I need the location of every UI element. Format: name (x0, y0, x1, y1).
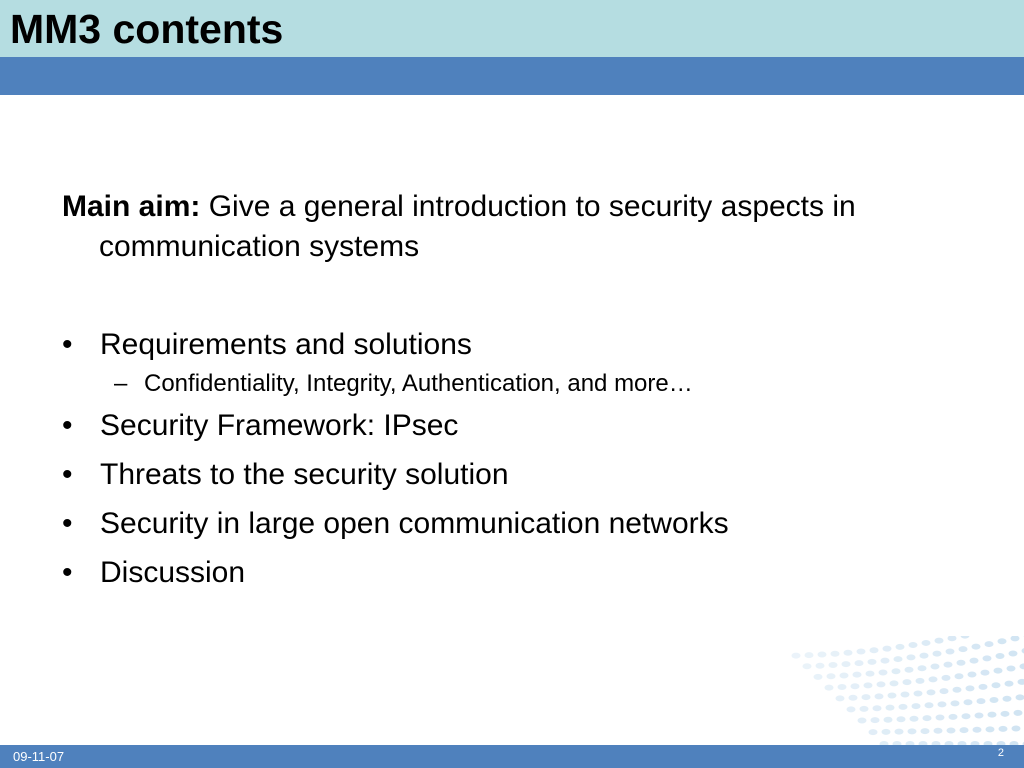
accent-band (0, 57, 1024, 95)
decor-dot (1009, 650, 1018, 656)
decor-dot (849, 695, 858, 701)
decor-dot (946, 648, 955, 654)
decor-dot (927, 689, 936, 695)
decor-dot (914, 690, 923, 696)
decor-dot (948, 636, 957, 641)
decor-dot (922, 640, 931, 646)
decor-dot (831, 651, 840, 657)
decor-dot (998, 638, 1007, 644)
decor-dot (983, 655, 992, 661)
decor-dot (888, 692, 897, 698)
bullet-item (62, 506, 962, 542)
decor-dot (908, 728, 917, 734)
decor-dot (825, 685, 834, 691)
decor-dot (894, 656, 903, 662)
decor-dot (994, 668, 1003, 674)
decor-dot (1007, 666, 1016, 672)
bullet-item (62, 327, 962, 399)
bullet-item (62, 408, 962, 444)
decor-dot (879, 669, 888, 675)
decor-dot (803, 663, 812, 669)
decor-dot (827, 673, 836, 679)
decor-dot (838, 684, 847, 690)
decor-dot (962, 713, 971, 719)
decor-dot (996, 653, 1005, 659)
decor-dot (916, 678, 925, 684)
decor-dot (901, 692, 910, 698)
decor-dot (925, 702, 934, 708)
slide-title: MM3 contents (10, 6, 284, 52)
decor-dot (1001, 711, 1010, 717)
decor-dot (909, 642, 918, 648)
decor-dot (1003, 696, 1012, 702)
decor-dot (936, 715, 945, 721)
decor-dot (868, 659, 877, 665)
decor-dot (979, 684, 988, 690)
title-band (0, 0, 1024, 57)
slide-content (62, 187, 962, 604)
decor-dot (836, 695, 845, 701)
decor-dot (918, 665, 927, 671)
sub-bullet-item (100, 369, 962, 399)
decor-dot (883, 646, 892, 652)
decor-dot (1020, 663, 1024, 669)
decor-dot (805, 652, 814, 658)
decor-dot (986, 726, 995, 732)
decor-dot (857, 649, 866, 655)
decor-dot (896, 644, 905, 650)
decor-dot (884, 717, 893, 723)
decor-dot (866, 671, 875, 677)
decor-dot (870, 647, 879, 653)
sub-bullet-list (100, 369, 962, 399)
bullet-marker: • (62, 409, 73, 442)
decor-dot (988, 712, 997, 718)
decor-dot (955, 673, 964, 679)
decor-dot (961, 636, 970, 639)
decor-dot (940, 688, 949, 694)
main-aim-text: Give a general introduction to security aspects in communication systems (99, 190, 856, 263)
decor-dot (875, 693, 884, 699)
decor-dot (842, 661, 851, 667)
decor-dot (1005, 681, 1014, 687)
decor-dot (881, 658, 890, 664)
bullet-marker: • (62, 458, 73, 491)
footer-band (0, 745, 1024, 768)
decor-dot (934, 728, 943, 734)
decor-dot (960, 727, 969, 733)
bullet-text: Threats to the security solution (100, 458, 509, 491)
bullet-marker: • (62, 507, 73, 540)
bullet-marker: • (62, 556, 73, 589)
decor-dot (970, 658, 979, 664)
decor-dot (1012, 725, 1021, 731)
decor-dot (892, 668, 901, 674)
main-aim-label: Main aim: (62, 190, 201, 223)
decor-dot (897, 716, 906, 722)
bullet-text: Security Framework: IPsec (100, 409, 459, 442)
decor-dot (829, 662, 838, 668)
decor-dot (855, 660, 864, 666)
bullet-text: Security in large open communication networks (100, 507, 729, 540)
sub-bullet-text: Confidentiality, Integrity, Authentication, and more… (144, 370, 693, 397)
decor-dot (923, 715, 932, 721)
decor-dot (964, 699, 973, 705)
decor-dot (1016, 694, 1024, 700)
decor-dot (938, 701, 947, 707)
decor-dot (844, 650, 853, 656)
decor-dot (1014, 710, 1023, 716)
page-number: 2 (997, 747, 1004, 759)
decor-dot (999, 726, 1008, 732)
decor-dot (975, 712, 984, 718)
bullet-text: Discussion (100, 556, 246, 589)
decor-dot (860, 706, 869, 712)
decor-dot (814, 674, 823, 680)
decor-dot (972, 644, 981, 650)
decor-dot (973, 727, 982, 733)
decor-dot (816, 663, 825, 669)
decor-dot (890, 680, 899, 686)
decor-dot (966, 685, 975, 691)
decor-dot (912, 703, 921, 709)
decor-dot (981, 670, 990, 676)
dot-pattern-decoration (724, 636, 1024, 746)
decor-dot (882, 729, 891, 735)
decor-dot (869, 729, 878, 735)
decor-dot (1011, 636, 1020, 641)
decor-dot (947, 727, 956, 733)
decor-dot (862, 694, 871, 700)
decor-dot (853, 672, 862, 678)
decor-dot (851, 683, 860, 689)
decor-dot (992, 682, 1001, 688)
decor-dot (957, 660, 966, 666)
main-aim-paragraph (62, 187, 962, 267)
decor-dot (905, 667, 914, 673)
decor-dot (921, 728, 930, 734)
decor-dot (907, 654, 916, 660)
decor-dot (903, 679, 912, 685)
bullet-text: Requirements and solutions (100, 328, 472, 361)
decor-dot (968, 671, 977, 677)
decor-dot (877, 681, 886, 687)
decor-dot (933, 651, 942, 657)
decor-dot (871, 717, 880, 723)
decor-dot (985, 641, 994, 647)
decor-dot (873, 705, 882, 711)
decor-dot (935, 638, 944, 644)
decor-dot (951, 700, 960, 706)
bullet-item (62, 555, 962, 591)
decor-dot (818, 652, 827, 658)
decor-dot (910, 716, 919, 722)
decor-dot (847, 706, 856, 712)
decor-dot (931, 664, 940, 670)
decor-dot (929, 676, 938, 682)
bullet-list (62, 327, 962, 591)
decor-dot (949, 714, 958, 720)
decor-dot (944, 662, 953, 668)
bullet-item (62, 457, 962, 493)
decor-dot (953, 687, 962, 693)
decor-dot (990, 697, 999, 703)
decor-dot (840, 673, 849, 679)
decor-dot (942, 675, 951, 681)
decor-dot (792, 653, 801, 659)
bullet-marker: • (62, 328, 73, 361)
decor-dot (977, 698, 986, 704)
decor-dot (959, 646, 968, 652)
decor-dot (858, 718, 867, 724)
decor-dot (1018, 679, 1024, 685)
decor-dot (895, 729, 904, 735)
decor-dot (886, 705, 895, 711)
decor-dot (899, 704, 908, 710)
decor-dot (920, 653, 929, 659)
decor-dot (864, 682, 873, 688)
sub-bullet-marker: – (114, 370, 128, 397)
footer-date: 09-11-07 (13, 749, 65, 764)
